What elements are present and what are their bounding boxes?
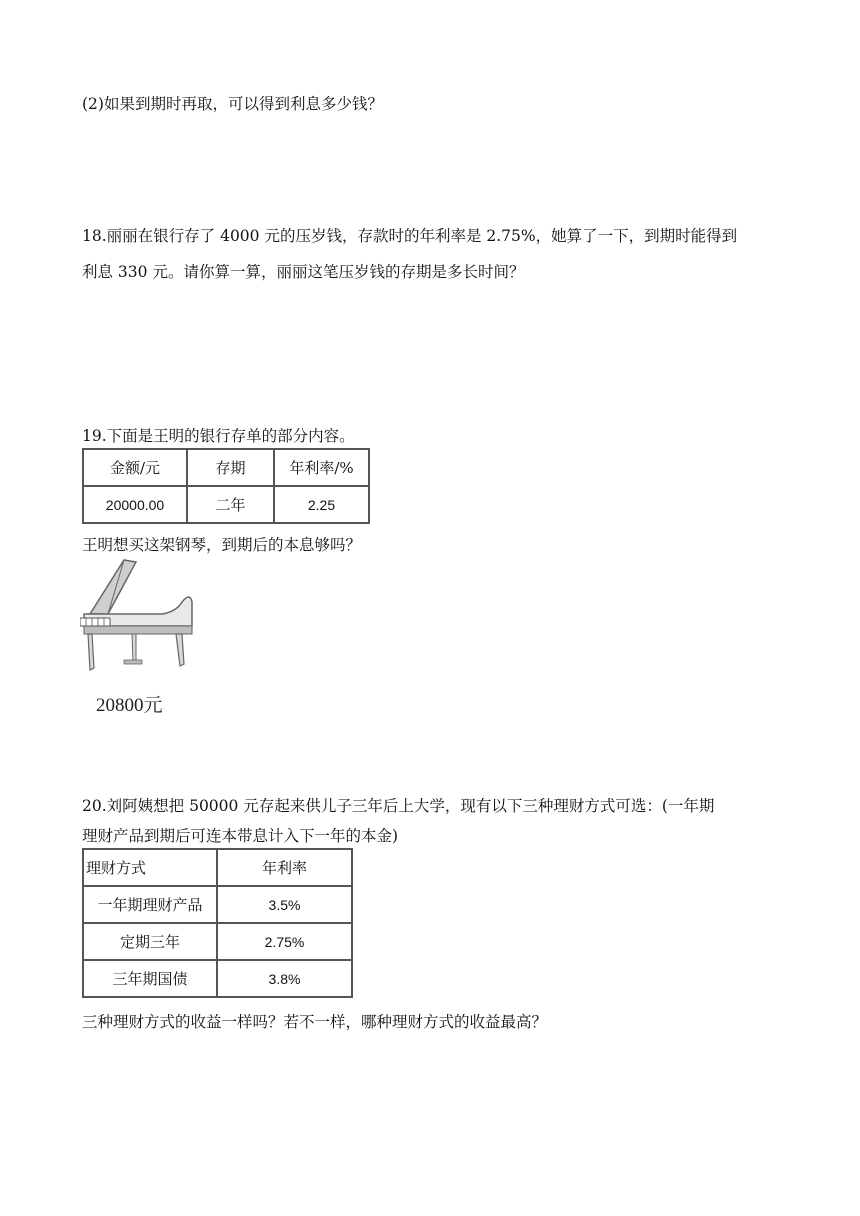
table-header-row: [83, 449, 369, 486]
header-term: 存期: [187, 449, 274, 486]
q18-line2: 利息 330 元。请你算一算，丽丽这笔压岁钱的存期是多长时间？: [82, 263, 525, 281]
deposit-slip-table: [82, 448, 370, 524]
cell-rate: 3.8%: [217, 960, 352, 997]
cell-amount: 20000.00: [83, 486, 187, 523]
header-amount: 金额/元: [83, 449, 187, 486]
table-row: [83, 486, 369, 523]
cell-method: 定期三年: [83, 923, 217, 960]
q20-line2: 理财产品到期后可连本带息计入下一年的本金): [82, 827, 399, 845]
cell-method: 一年期理财产品: [83, 886, 217, 923]
piano-price: 20800元: [96, 695, 163, 716]
q20-line1: 20.刘阿姨想把 50000 元存起来供儿子三年后上大学，现有以下三种理财方式可选：(一年期: [82, 797, 715, 815]
cell-rate: 3.5%: [217, 886, 352, 923]
finance-options-table: [82, 848, 353, 998]
q20-question: 三种理财方式的收益一样吗？若不一样，哪种理财方式的收益最高？: [82, 1013, 548, 1031]
q18-line1: 18.丽丽在银行存了 4000 元的压岁钱，存款时的年利率是 2.75%，她算了一下，到期时能得到: [82, 227, 738, 245]
table-row: [83, 886, 352, 923]
table-header-row: [83, 849, 352, 886]
cell-term: 二年: [187, 486, 274, 523]
cell-method: 三年期国债: [83, 960, 217, 997]
cell-rate: 2.75%: [217, 923, 352, 960]
table-row: [83, 960, 352, 997]
q19-question: 王明想买这架钢琴，到期后的本息够吗？: [82, 536, 362, 554]
header-annual-rate: 年利率: [217, 849, 352, 886]
header-method: 理财方式: [83, 849, 217, 886]
q17-part2-text: (2)如果到期时再取，可以得到利息多少钱？: [82, 95, 383, 113]
cell-rate: 2.25: [274, 486, 369, 523]
table-row: [83, 923, 352, 960]
q19-intro: 19.下面是王明的银行存单的部分内容。: [82, 427, 355, 445]
header-rate: 年利率/%: [274, 449, 369, 486]
